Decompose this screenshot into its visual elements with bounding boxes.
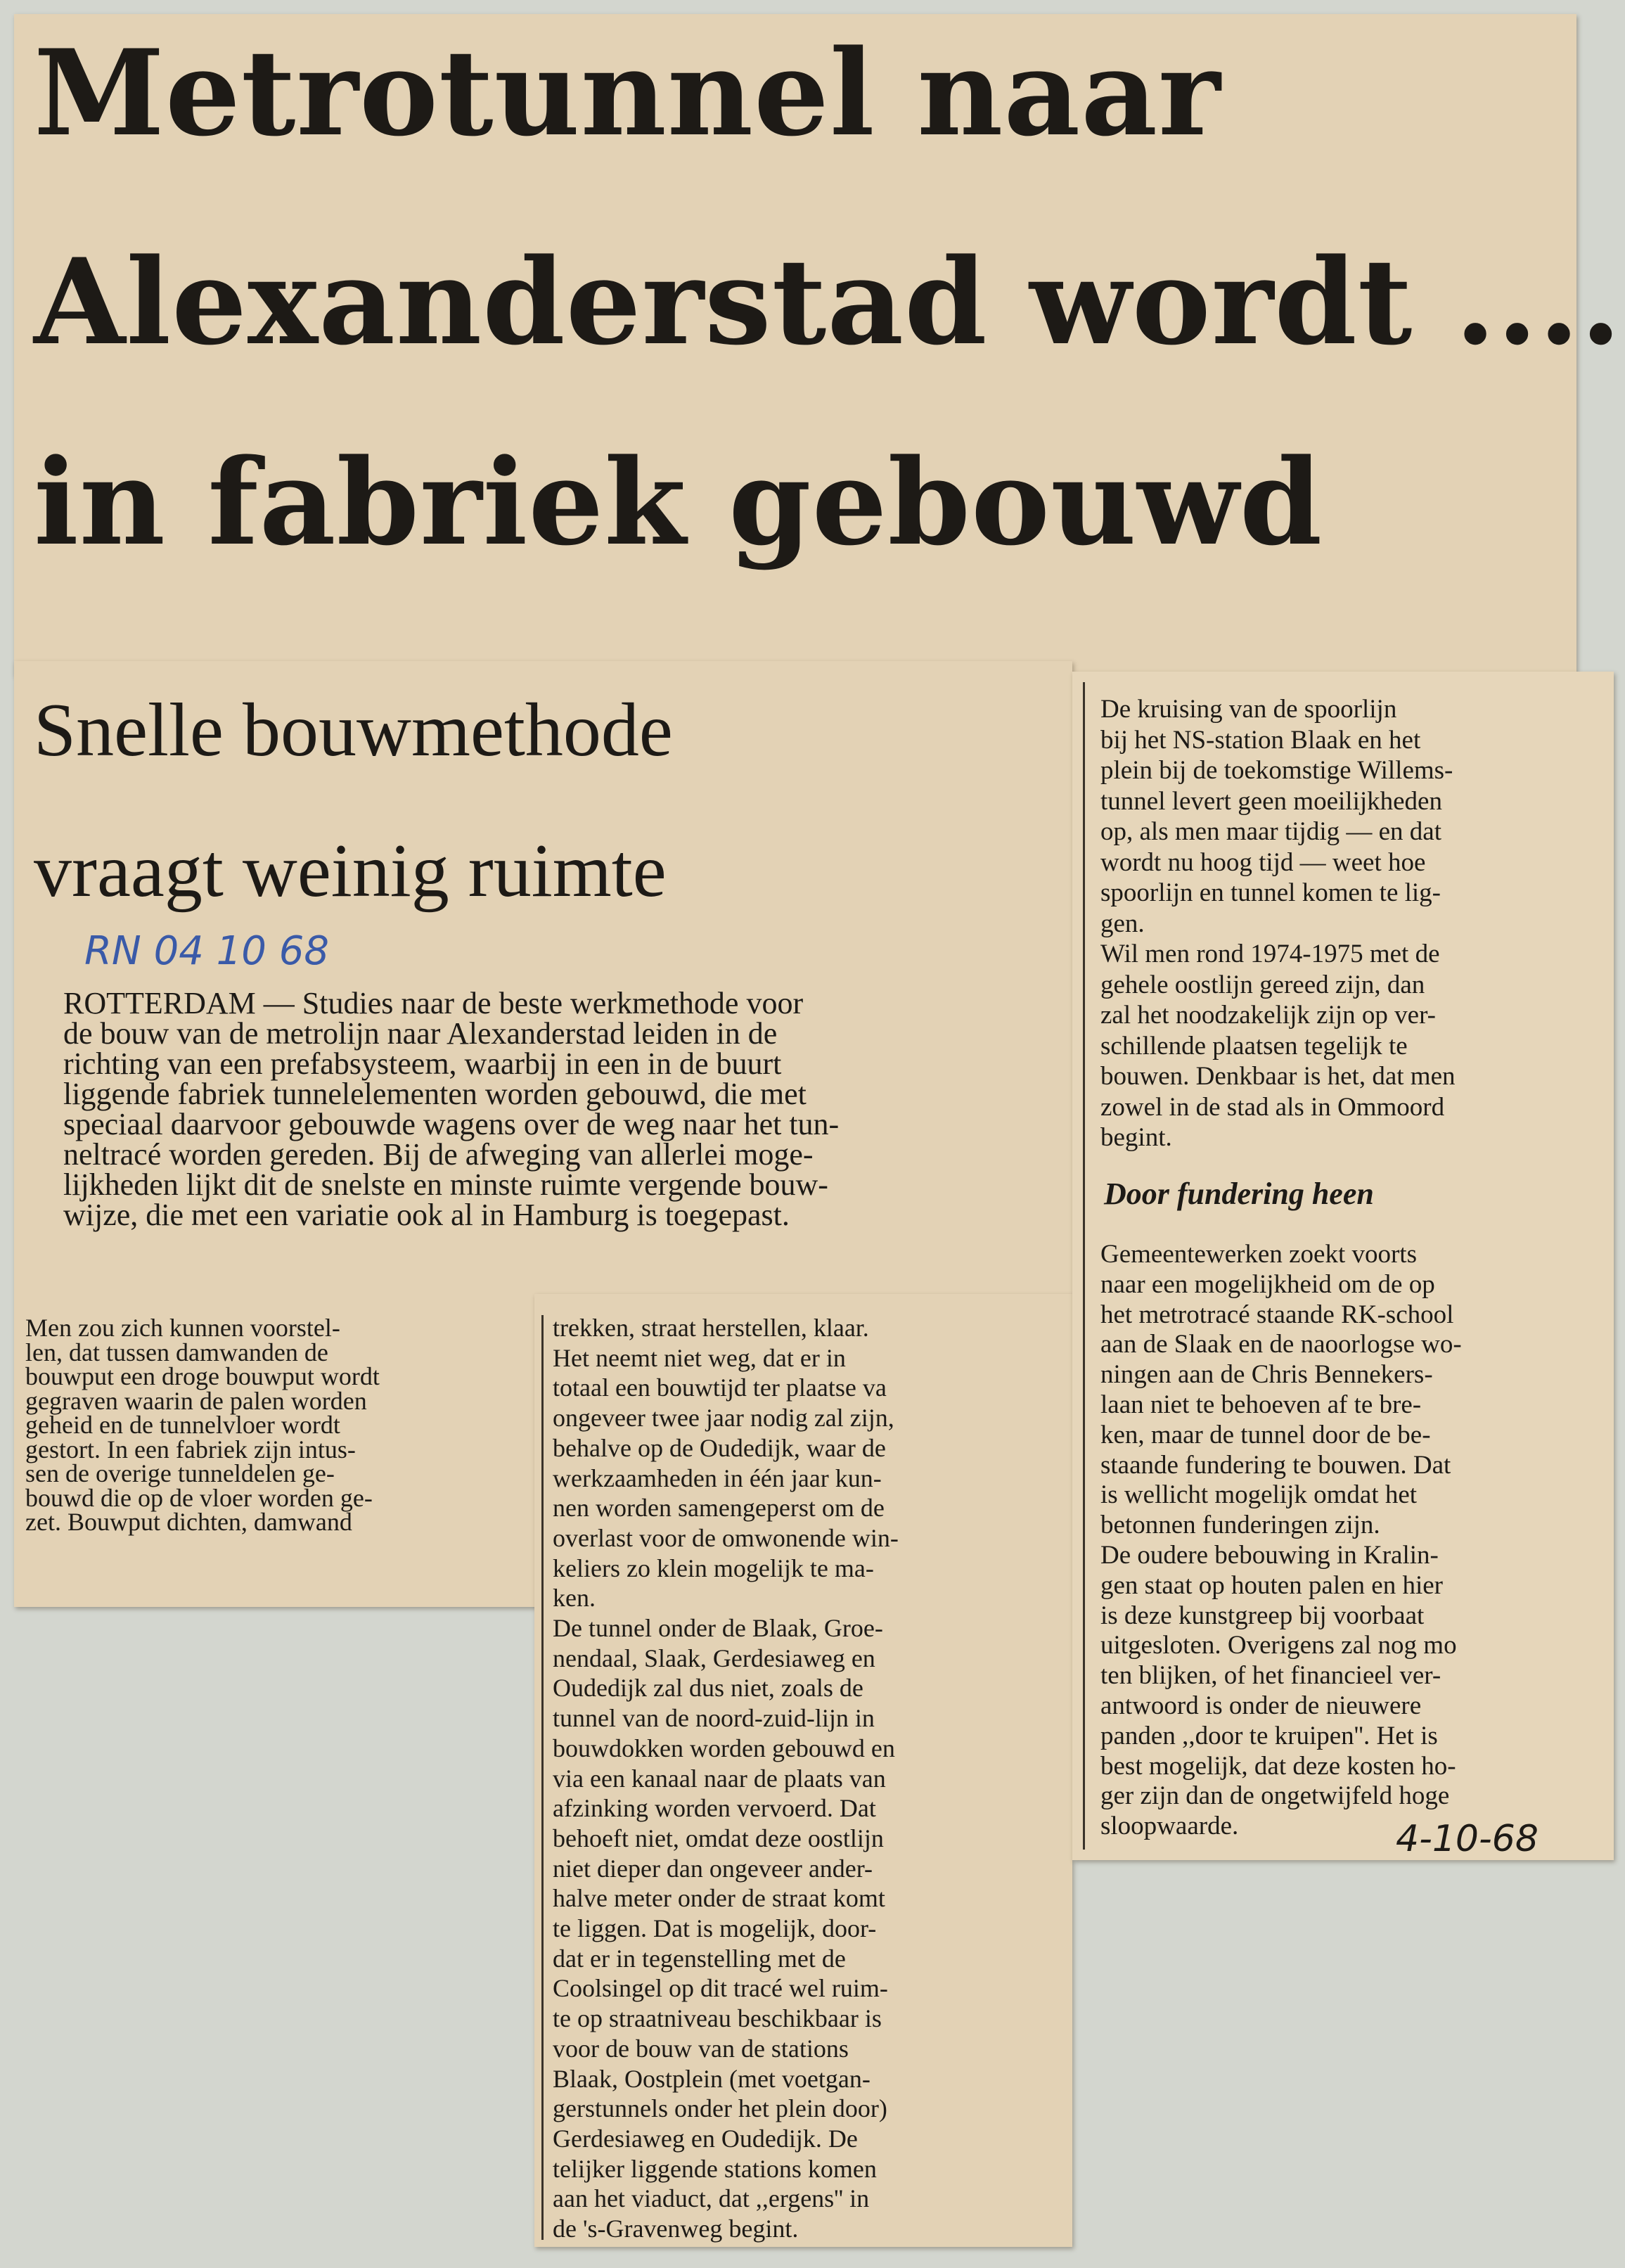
body-line: dat er in tegenstelling met de	[553, 1944, 846, 1973]
headline-line: Alexanderstad wordt ....	[34, 232, 1622, 371]
body-line: tunnel van de noord-zuid-lijn in	[553, 1704, 875, 1733]
body-line: niet dieper dan ongeveer ander-	[553, 1854, 873, 1883]
body-line: trekken, straat herstellen, klaar.	[553, 1314, 869, 1342]
body-line: gen.	[1100, 909, 1145, 938]
body-line: bouwdokken worden gebouwd en	[553, 1734, 895, 1762]
body-line: bouwd die op de vloer worden ge-	[25, 1483, 373, 1512]
body-line: Gerdesiaweg en Oudedijk. De	[553, 2124, 858, 2153]
body-line: ten blijken, of het financieel ver-	[1100, 1661, 1441, 1691]
body-line: gegraven waarin de palen worden	[25, 1386, 367, 1415]
body-line: zet. Bouwput dichten, damwand	[25, 1508, 352, 1536]
lead-line: ROTTERDAM — Studies naar de beste werkmethode voor	[63, 986, 804, 1020]
body-line: gehele oostlijn gereed zijn, dan	[1100, 970, 1425, 999]
body-line: zal het noodzakelijk zijn op ver-	[1100, 1001, 1436, 1030]
body-line: ken.	[553, 1584, 596, 1613]
body-line: zowel in de stad als in Ommoord	[1100, 1092, 1445, 1122]
body-line: antwoord is onder de nieuwere	[1100, 1691, 1422, 1720]
intertitle: Door fundering heen	[1104, 1177, 1374, 1211]
body-line: voor de bouw van de stations	[553, 2034, 849, 2063]
body-line: ger zijn dan de ongetwijfeld hoge	[1100, 1781, 1450, 1811]
body-line: schillende plaatsen tegelijk te	[1100, 1031, 1408, 1061]
subheadline-line: vraagt weinig ruimte	[34, 829, 667, 913]
column-divider	[541, 1315, 544, 2240]
body-line: De oudere bebouwing in Kralin-	[1100, 1541, 1439, 1570]
body-line: staande fundering te bouwen. Dat	[1100, 1450, 1451, 1480]
body-line: laan niet te behoeven af te bre-	[1100, 1390, 1422, 1419]
body-line: keliers zo klein mogelijk te ma-	[553, 1553, 874, 1582]
date-note: 4-10-68	[1396, 1818, 1539, 1860]
body-line: Coolsingel op dit tracé wel ruim-	[553, 1974, 888, 2003]
body-line: bij het NS-station Blaak en het	[1100, 725, 1421, 755]
body-line: wordt nu hoog tijd — weet hoe	[1100, 847, 1426, 877]
body-line: is deze kunstgreep bij voorbaat	[1100, 1601, 1425, 1630]
body-line: nen worden samengeperst om de	[553, 1494, 885, 1523]
archive-note: RN 04 10 68	[84, 928, 329, 974]
body-line: ningen aan de Chris Bennekers-	[1100, 1360, 1433, 1390]
body-line: totaal een bouwtijd ter plaatse va	[553, 1373, 887, 1402]
lead-line: de bouw van de metrolijn naar Alexanderstad leiden in de	[63, 1016, 778, 1051]
column-divider	[1083, 682, 1085, 1850]
body-line: bouwput een droge bouwput wordt	[25, 1362, 380, 1390]
body-line: het metrotracé staande RK-school	[1100, 1300, 1454, 1329]
body-line: Oudedijk zal dus niet, zoals de	[553, 1674, 863, 1703]
lead-line: speciaal daarvoor gebouwde wagens over de weg naar het tun-	[63, 1107, 840, 1141]
body-line: naar een mogelijkheid om de op	[1100, 1269, 1435, 1299]
subheadline-line: Snelle bouwmethode	[34, 688, 673, 772]
body-line: halve meter onder de straat komt	[553, 1884, 885, 1913]
body-line: sloopwaarde.	[1100, 1812, 1239, 1841]
body-line: len, dat tussen damwanden de	[25, 1338, 328, 1366]
body-line: best mogelijk, dat deze kosten ho-	[1100, 1751, 1456, 1781]
body-line: ongeveer twee jaar nodig zal zijn,	[553, 1404, 894, 1433]
body-line: via een kanaal naar de plaats van	[553, 1764, 886, 1793]
lead-line: lijkheden lijkt dit de snelste en minste ruimte vergende bouw-	[63, 1167, 828, 1202]
body-line: sen de overige tunneldelen ge-	[25, 1459, 335, 1487]
body-line: bouwen. Denkbaar is het, dat men	[1100, 1062, 1456, 1091]
body-line: te op straatniveau beschikbaar is	[553, 2004, 882, 2033]
body-line: begint.	[1100, 1123, 1172, 1152]
body-line: nendaal, Slaak, Gerdesiaweg en	[553, 1644, 875, 1672]
body-line: behoeft niet, omdat deze oostlijn	[553, 1824, 884, 1852]
body-line: Wil men rond 1974-1975 met de	[1100, 940, 1440, 968]
body-line: is wellicht mogelijk omdat het	[1100, 1480, 1418, 1510]
body-line: betonnen funderingen zijn.	[1100, 1511, 1380, 1540]
body-line: de 's-Gravenweg begint.	[553, 2215, 799, 2243]
body-line: behalve op de Oudedijk, waar de	[553, 1433, 886, 1462]
lead-line: wijze, die met een variatie ook al in Hamburg is toegepast.	[63, 1198, 790, 1232]
body-line: aan de Slaak en de naoorlogse wo-	[1100, 1330, 1462, 1359]
body-line: gerstunnels onder het plein door)	[553, 2094, 887, 2123]
body-line: panden ,,door te kruipen''. Het is	[1100, 1721, 1438, 1750]
lead-line: neltracé worden gereden. Bij de afweging van allerlei moge-	[63, 1137, 814, 1172]
body-line: uitgesloten. Overigens zal nog mo	[1100, 1631, 1457, 1660]
body-line: De tunnel onder de Blaak, Groe-	[553, 1614, 883, 1642]
body-line: overlast voor de omwonende win-	[553, 1523, 899, 1552]
headline-line: Metrotunnel naar	[34, 23, 1221, 162]
body-line: gen staat op houten palen en hier	[1100, 1570, 1443, 1600]
headline-line: in fabriek gebouwd	[34, 433, 1323, 572]
body-line: werkzaamheden in één jaar kun-	[553, 1463, 882, 1492]
body-line: gestort. In een fabriek zijn intus-	[25, 1435, 356, 1463]
body-line: Blaak, Oostplein (met voetgan-	[553, 2064, 871, 2093]
body-line: op, als men maar tijdig — en dat	[1100, 817, 1441, 846]
body-line: aan het viaduct, dat ,,ergens'' in	[553, 2184, 870, 2213]
body-line: te liggen. Dat is mogelijk, door-	[553, 1914, 877, 1942]
lead-line: liggende fabriek tunnelelementen worden gebouwd, die met	[63, 1077, 807, 1111]
body-line: geheid en de tunnelvloer wordt	[25, 1411, 340, 1439]
body-line: ken, maar de tunnel door de be-	[1100, 1420, 1431, 1449]
body-line: Gemeentewerken zoekt voorts	[1100, 1240, 1417, 1269]
body-line: telijker liggende stations komen	[553, 2154, 877, 2183]
body-line: De kruising van de spoorlijn	[1100, 695, 1397, 724]
lead-line: richting van een prefabsysteem, waarbij in een in de buurt	[63, 1046, 782, 1081]
body-line: tunnel levert geen moeilijkheden	[1100, 786, 1442, 816]
body-line: plein bij de toekomstige Willems-	[1100, 756, 1453, 785]
body-line: spoorlijn en tunnel komen te lig-	[1100, 878, 1441, 907]
body-line: Men zou zich kunnen voorstel-	[25, 1314, 340, 1342]
body-line: afzinking worden vervoerd. Dat	[553, 1794, 876, 1823]
body-line: Het neemt niet weg, dat er in	[553, 1343, 846, 1372]
